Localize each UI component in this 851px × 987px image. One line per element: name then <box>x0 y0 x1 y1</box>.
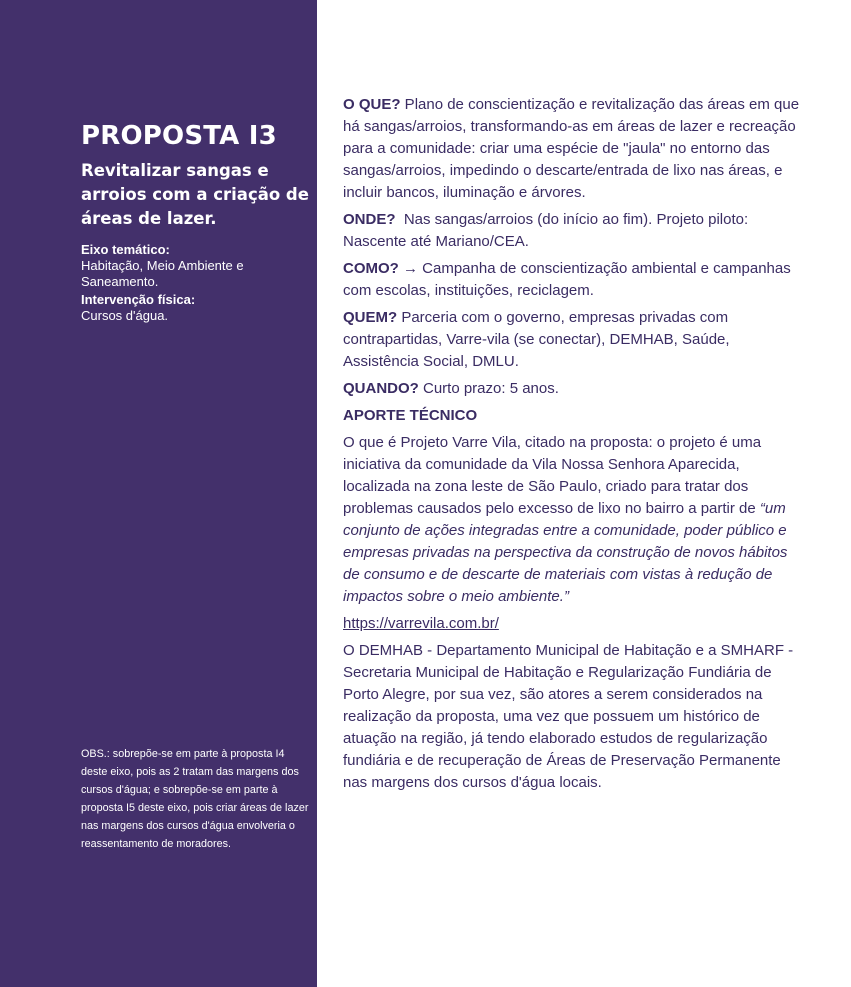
que-text: Plano de conscientização e revitalização das áreas em que há sangas/arroios, transformando-as em áreas de lazer e recreação para a comunidade: criar uma espécie de "jaula" no entorno das sangas/arroios, impedindo o descarte/entrada de lixo nas áreas, e incluir bancos, iluminação e árvores. <box>343 96 800 201</box>
proposal-subtitle: Revitalizar sangas e arroios com a criação de áreas de lazer. <box>81 161 309 228</box>
eixo-label: Eixo temático: <box>81 242 170 257</box>
quem-paragraph <box>343 307 805 373</box>
proposal-meta <box>81 242 306 326</box>
onde-label: ONDE? <box>343 211 396 228</box>
sidebar-panel <box>0 0 317 987</box>
como-label: COMO? <box>343 260 399 277</box>
que-paragraph <box>343 94 805 204</box>
main-content <box>343 94 805 799</box>
demhab-paragraph: O DEMHAB - Departamento Municipal de Habitação e a SMHARF - Secretaria Municipal de Habitação e Regularização Fundiária de Porto Alegre, por sua vez, são atores a serem considerados na realização da proposta, uma vez que possuem um histórico de atuação na região, já tendo elaborado estudos de regularização fundiária e de recuperação de Áreas de Preservação Permanente nas margens dos cursos d'água locais. <box>343 642 794 791</box>
eixo-value: Habitação, Meio Ambiente e Saneamento. <box>81 258 244 289</box>
aporte-quote: “um conjunto de ações integradas entre a comunidade, poder público e empresas privadas na perspectiva da construção de novos hábitos de consumo e de descarte de materiais com vistas à redução de impactos sobre o meio ambiente.” <box>343 500 788 605</box>
aporte-text: O que é Projeto Varre Vila, citado na proposta: o projeto é uma iniciativa da comunidade da Vila Nossa Senhora Aparecida, localizada na zona leste de São Paulo, criado para tratar dos problemas causados pelo excesso de lixo no bairro a partir de <box>343 434 762 517</box>
que-label: O QUE? <box>343 96 401 113</box>
intervencao-label: Intervenção física: <box>81 292 196 307</box>
varrevila-link[interactable]: https://varrevila.com.br/ <box>343 615 499 632</box>
como-text: → Campanha de conscientização ambiental e campanhas com escolas, instituições, reciclagem. <box>343 260 791 299</box>
obs-note: OBS.: sobrepõe-se em parte à proposta I4 deste eixo, pois as 2 tratam das margens dos cursos d'água; e sobrepõe-se em parte à proposta I5 deste eixo, pois criar áreas de lazer nas margens dos cursos d'água envolveria o reassentamento de moradores. <box>81 748 309 850</box>
quando-paragraph <box>343 378 805 400</box>
quando-label: QUANDO? <box>343 380 419 397</box>
link-paragraph <box>343 613 805 635</box>
onde-paragraph <box>343 209 805 253</box>
como-paragraph <box>343 258 805 302</box>
proposal-title: PROPOSTA I3 <box>81 121 277 151</box>
intervencao-value: Cursos d'água. <box>81 308 169 323</box>
quando-text: Curto prazo: 5 anos. <box>418 380 559 397</box>
quem-label: QUEM? <box>343 309 398 326</box>
aporte-heading: APORTE TÉCNICO <box>343 407 478 424</box>
aporte-paragraph <box>343 432 805 608</box>
quem-text: Parceria com o governo, empresas privadas com contrapartidas, Varre-vila (se conectar), DEMHAB, Saúde, Assistência Social, DMLU. <box>343 309 730 370</box>
onde-text: Nas sangas/arroios (do início ao fim). Projeto piloto: Nascente até Mariano/CEA. <box>343 211 753 250</box>
